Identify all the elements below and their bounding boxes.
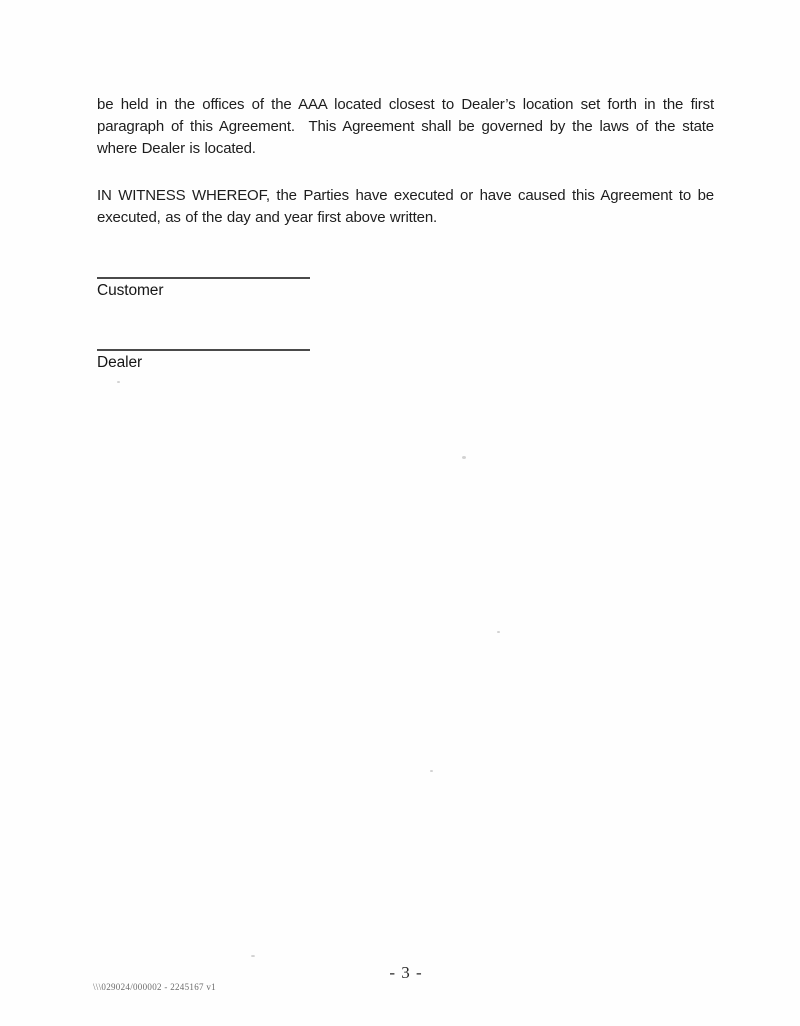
scan-speck — [251, 955, 255, 957]
paragraph-witness-clause: IN WITNESS WHEREOF, the Parties have executed or have caused this Agreement to be executed, as of the day and year first above written. — [97, 187, 714, 226]
page-number: - 3 - — [389, 963, 423, 982]
customer-signature-line — [97, 277, 310, 279]
scan-speck — [497, 631, 500, 633]
scan-speck — [117, 381, 120, 383]
signature-block-dealer — [97, 349, 310, 372]
customer-signature-label: Customer — [97, 282, 164, 299]
scan-speck — [430, 770, 433, 772]
dealer-signature-line — [97, 349, 310, 351]
document-id-footer: \\\029024/000002 - 2245167 v1 — [93, 982, 216, 992]
scan-speck — [462, 456, 466, 459]
paragraph-governing-law: be held in the offices of the AAA located closest to Dealer’s location set forth in the first paragraph of this Agreement. This Agreement shall be governed by the laws of the state where Dealer is located. — [97, 96, 714, 157]
signature-block-customer — [97, 277, 310, 300]
dealer-signature-label: Dealer — [97, 354, 143, 371]
